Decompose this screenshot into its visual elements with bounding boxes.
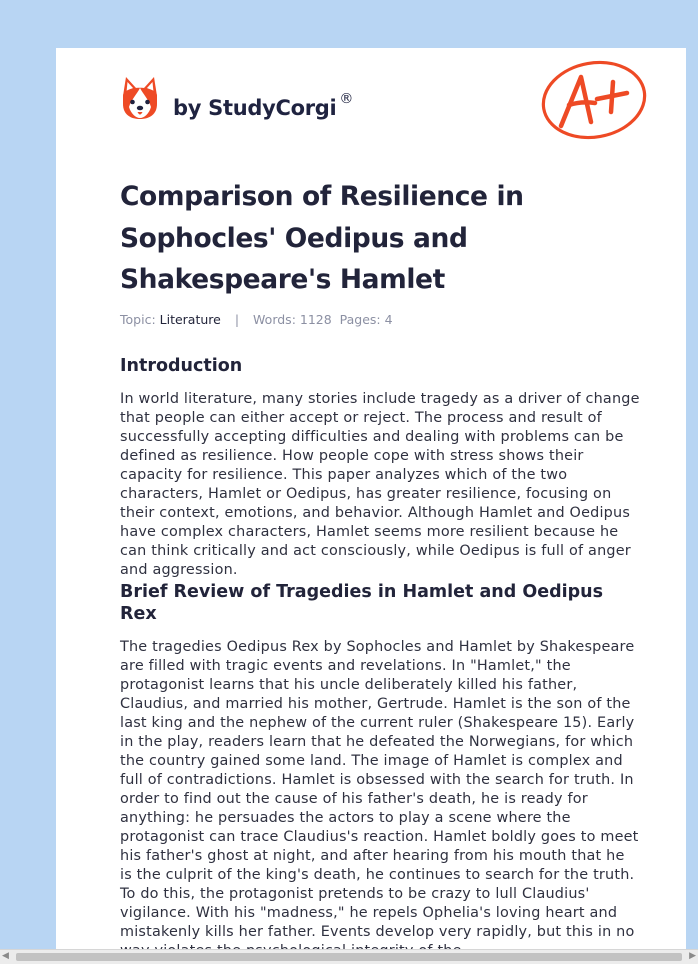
document-page	[56, 48, 686, 964]
section-heading-brief-review: Brief Review of Tragedies in Hamlet and Oedipus Rex	[120, 582, 604, 624]
document-title: Comparison of Resilience in Sophocles' Oedipus and Shakespeare's Hamlet	[120, 181, 524, 295]
brand-name	[173, 91, 353, 120]
pages-count: 4	[384, 312, 393, 327]
section-paragraph-introduction: In world literature, many stories include tragedy as a driver of change that people can either accept or reject. The process and result of successfully accepting difficulties and dealing with problems can be defined as resilience. How people cope with stress shows their capacity for resilience. This paper analyzes which of the two characters, Hamlet or Oedipus, has greater resilience, focusing on their context, emotions, and behavior. Although Hamlet and Oedipus have complex characters, Hamlet seems more resilient because he can think critically and act consciously, while Oedipus is full of anger and aggression.	[120, 391, 640, 578]
registered-mark: ®	[339, 90, 354, 107]
topic-link[interactable]: Literature	[159, 312, 221, 327]
section-heading-introduction: Introduction	[120, 356, 243, 376]
brand-wordmark: StudyCorgi	[208, 95, 337, 120]
scroll-left-arrow-icon[interactable]: ◀	[2, 951, 9, 961]
document-meta	[120, 312, 393, 327]
brand-logo[interactable]	[120, 76, 353, 122]
corgi-icon	[120, 76, 160, 122]
meta-separator: |	[234, 312, 240, 327]
horizontal-scrollbar[interactable]	[0, 949, 698, 964]
scroll-right-arrow-icon[interactable]: ▶	[689, 951, 696, 961]
scrollbar-thumb[interactable]	[16, 953, 682, 961]
section-paragraph-brief-review: The tragedies Oedipus Rex by Sophocles and Hamlet by Shakespeare are filled with tragic events and revelations. In "Hamlet," the protagonist learns that his uncle deliberately killed his father, Claudius, and married his mother, Gertrude. Hamlet is the son of the last king and the nephew of the current ruler (Shakespeare 15). Early in the play, readers learn that he defeated the Norwegians, for which the country gained some land. The image of Hamlet is complex and full of contradictions. Hamlet is obsessed with the search for truth. In order to find out the cause of his father's death, he is ready for anything: he persuades the actors to play a scene where the protagonist can trace Claudius's reaction. Hamlet boldly goes to meet his father's ghost at night, and after hearing from his mouth that he is the culprit of the king's death, he continues to search for the truth. To do this, the protagonist pretends to be crazy to lull Claudius' vigilance. With his "madness," he repels Ophelia's loving heart and mistakenly kills her father. Events develop very rapidly, but this in no	[120, 639, 639, 940]
words-label: Words:	[253, 312, 296, 327]
words-count: 1128	[299, 312, 332, 327]
grade-badge	[539, 60, 649, 146]
brand-prefix: by	[173, 95, 209, 120]
pages-label: Pages:	[339, 312, 381, 327]
grade-a-plus-icon	[539, 60, 649, 142]
topic-label: Topic:	[120, 312, 156, 327]
document-body	[120, 355, 640, 961]
